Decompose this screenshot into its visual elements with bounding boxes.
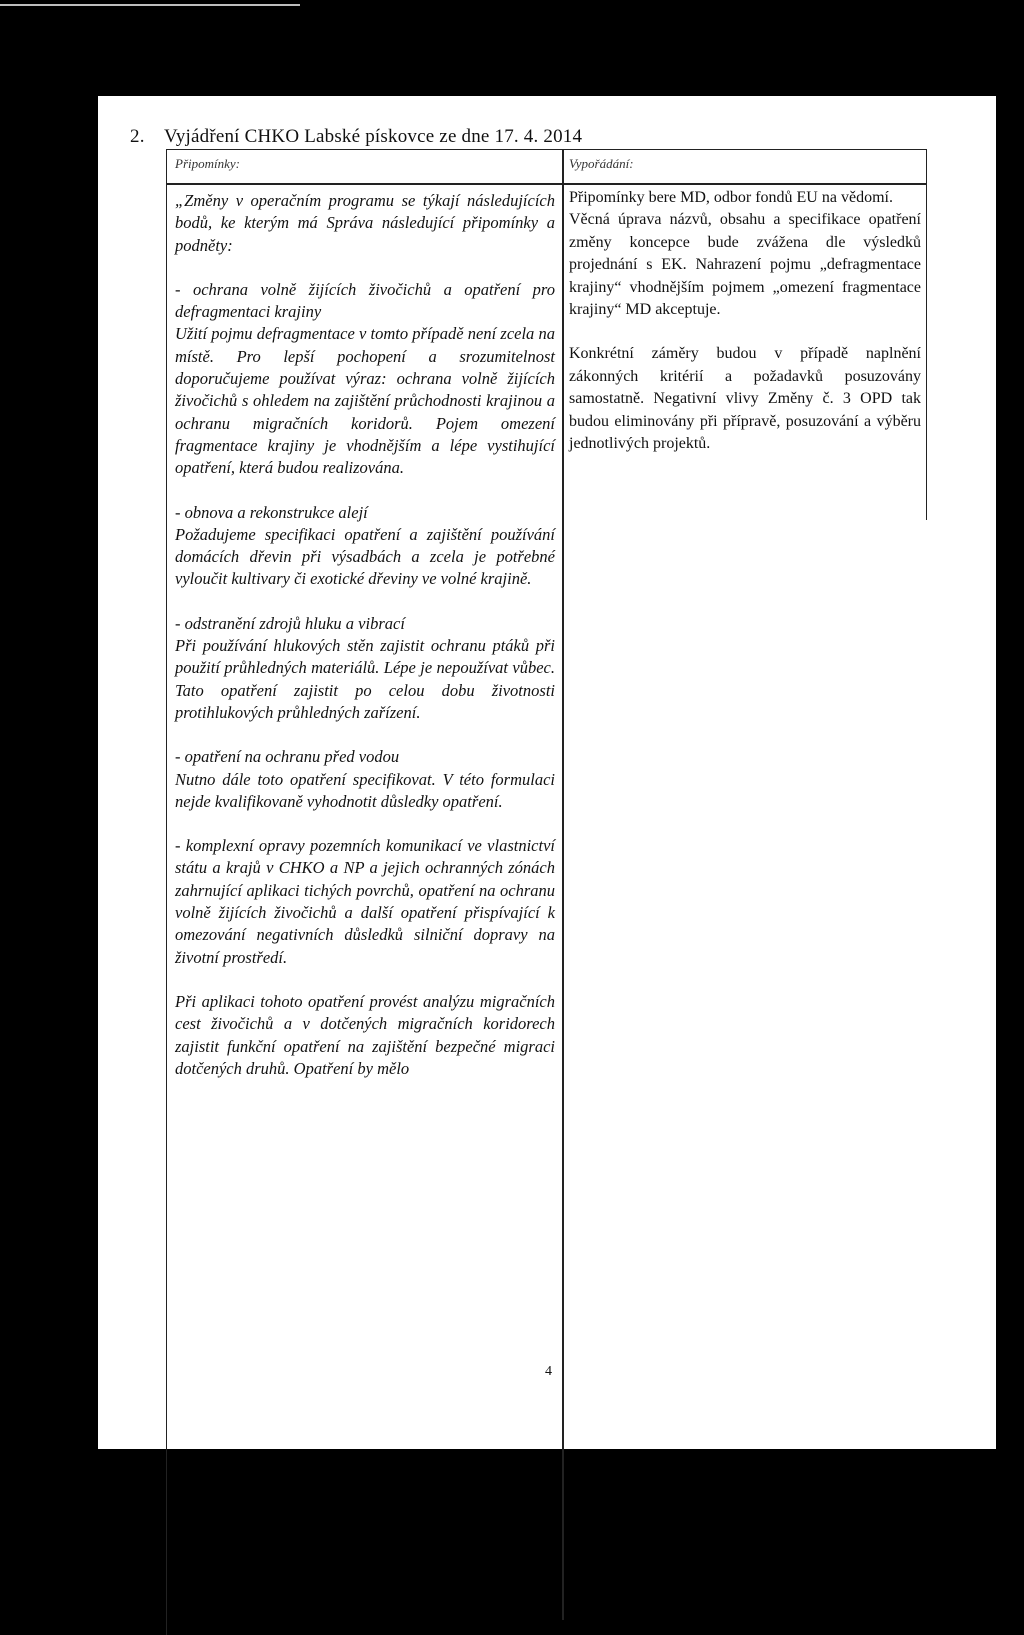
- comment-flood: - opatření na ochranu před vodou Nutno dále toto opatření specifikovat. V této formulaci nejde kvalifikovaně vyhodnotit důsledky opatření.: [175, 747, 555, 811]
- header-resolution: Vypořádání:: [569, 156, 634, 171]
- section-number: 2.: [130, 126, 145, 147]
- comment-alleys: - obnova a rekonstrukce alejí Požadujeme specifikaci opatření a zajištění používání domácích dřevin při výsadbách a zcela je potřebné vyloučit kultivary či exotické dřeviny ve volné krajině.: [175, 502, 555, 589]
- comment-noise: - odstranění zdrojů hluku a vibrací Při používání hlukových stěn zajistit ochranu ptáků při použití průhledných materiálů. Lépe je nepoužívat vůbec. Tato opatření zajistit po celou dobu životnosti protihlukových průhledných zařízení.: [175, 613, 555, 722]
- comments-table: [166, 149, 927, 1635]
- header-comments: Připomínky:: [175, 156, 240, 171]
- document-page: [98, 96, 996, 1449]
- scan-edge-line: [0, 4, 300, 6]
- table-right-border: [926, 150, 928, 520]
- section-heading: [130, 126, 582, 148]
- resolution-1: Připomínky bere MD, odbor fondů EU na vědomí. Věcná úprava názvů, obsahu a specifikace opatření změny koncepce bude zvážena dle výsledků projednání s EK. Nahrazení pojmu „defragmentace krajiny“ vhodnějším pojmem „omezení fragmentace krajiny“ MD akceptuje.: [569, 189, 921, 319]
- column-divider: [562, 150, 564, 1620]
- section-title: Vyjádření CHKO Labské pískovce ze dne 17. 4. 2014: [164, 126, 583, 147]
- comment-intro: „Změny v operačním programu se týkají následujících bodů, ke kterým má Správa následující připomínky a podněty:: [175, 191, 555, 255]
- resolution-2: Konkrétní záměry budou v případě naplnění zákonných kritérií a požadavků posuzovány samostatně. Negativní vlivy Změny č. 3 OPD tak budou eliminovány při přípravě, posuzování a výběru jednotlivých projektů.: [569, 345, 921, 453]
- comment-wildlife: - ochrana volně žijících živočichů a opatření pro defragmentaci krajiny Užití pojmu defragmentace v tomto případě není zcela na místě. Pro lepší pochopení a srozumitelnost doporučujeme používat výraz: ochrana volně žijících živočichů s ohledem na zajištění průchodnosti krajinou a ochranu migračních koridorů. Pojem omezení fragmentace krajiny je vhodnějším a lépe vystihující opatření, která budou realizována.: [175, 279, 555, 478]
- page-number: 4: [545, 1364, 552, 1379]
- header-divider: [167, 183, 927, 185]
- comment-roads: - komplexní opravy pozemních komunikací ve vlastnictví státu a krajů v CHKO a NP a jejich ochranných zónách zahrnující aplikaci tichých povrchů, opatření na ochranu volně žijících živočichů a další opatření přispívající k omezování negativních důsledků silniční dopravy na životní prostředí.: [175, 836, 555, 967]
- comment-migration: Při aplikaci tohoto opatření provést analýzu migračních cest živočichů a v dotčených migračních koridorech zajistit funkční opatření na zajištění bezpečné migraci dotčených druhů. Opatření by mělo: [175, 991, 555, 1078]
- resolution-column: [569, 187, 921, 477]
- comments-column: [175, 190, 555, 1080]
